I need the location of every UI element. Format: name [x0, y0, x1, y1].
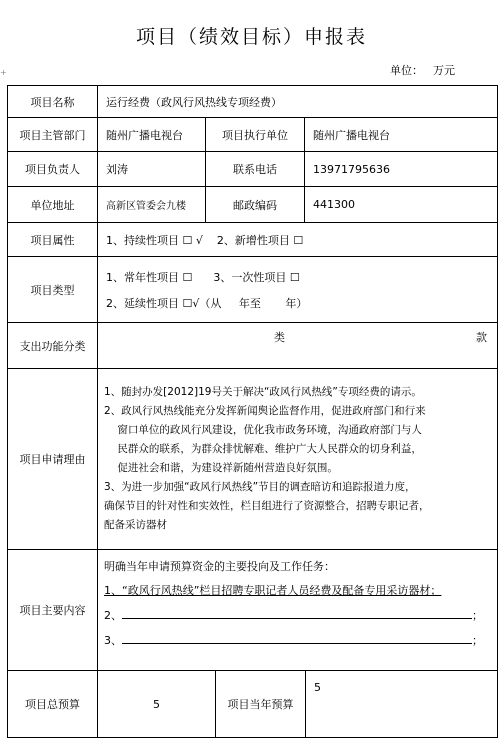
- exec-unit-value: 随州广播电视台: [304, 117, 498, 152]
- reason-line: 促进社会和谐，为建设祥新随州营造良好氛围。: [104, 462, 338, 474]
- reason-line: 民群众的联系，为群众排忧解难、维护广大人民群众的切身利益，: [104, 443, 422, 455]
- reason-line: 1、随封办发[2012]19号关于解决“政风行风热线”专项经费的请示。: [104, 386, 422, 398]
- type-line-2: 2、延续性项目 ☐√（从 年至 年）: [106, 296, 308, 310]
- reason-line: 3、为进一步加强“政风行风热线”节目的调查暗访和追踪报道力度，: [104, 481, 416, 493]
- content-value: [97, 549, 498, 671]
- reason-value: [97, 368, 498, 550]
- content-item-3: [104, 631, 483, 648]
- address-label: 单位地址: [7, 186, 98, 223]
- function-item: 款: [476, 331, 487, 344]
- content-item-3-blank: [122, 631, 472, 644]
- reason-line: 确保节目的针对性和实效性，栏目组进行了资源整合，招聘专职记者，: [104, 500, 430, 512]
- type-label: 项目类型: [7, 256, 98, 323]
- reason-line: 2、政风行风热线能充分发挥新闻舆论监督作用，促进政府部门和行来: [104, 405, 426, 417]
- content-item-2-blank: [122, 606, 472, 619]
- content-item-1: 1、“政风行风热线”栏目招聘专职记者人员经费及配备专用采访器材；: [104, 584, 442, 597]
- content-item-2-semicolon: ；: [472, 609, 483, 622]
- address-value: 高新区管委会九楼: [97, 186, 206, 223]
- zip-label: 邮政编码: [205, 186, 305, 223]
- attribute-value: 1、持续性项目 ☐ √ 2、新增性项目 ☐: [97, 222, 498, 257]
- year-budget-label: 项目当年预算: [215, 670, 306, 738]
- function-kind: 类: [274, 331, 285, 344]
- owner-value: 刘涛: [97, 151, 206, 187]
- unit-prefix: 单位：: [390, 64, 423, 77]
- attribute-label: 项目属性: [7, 222, 98, 257]
- content-item-3-prefix: 3、: [104, 634, 122, 647]
- function-value: [97, 322, 498, 369]
- project-name-label: 项目名称: [7, 85, 98, 118]
- year-budget-value: 5: [305, 670, 498, 738]
- reason-line: 窗口单位的政风行风建设，优化我市政务环境，沟通政府部门与人: [104, 424, 422, 436]
- content-item-3-semicolon: ；: [472, 634, 483, 647]
- content-intro: 明确当年申请预算资金的主要投向及工作任务：: [104, 560, 335, 573]
- unit-label: [380, 62, 455, 78]
- type-value: [97, 256, 498, 323]
- zip-value: 441300: [304, 186, 498, 223]
- margin-marker: +: [0, 68, 7, 77]
- total-budget-value: 5: [97, 670, 216, 738]
- content-label: 项目主要内容: [7, 549, 98, 671]
- function-label: 支出功能分类: [7, 322, 98, 369]
- dept-label: 项目主管部门: [7, 117, 98, 152]
- unit-value: 万元: [433, 64, 455, 77]
- reason-label: 项目申请理由: [7, 368, 98, 550]
- page-title: 项目（绩效目标）申报表: [135, 26, 367, 48]
- content-item-2-prefix: 2、: [104, 609, 122, 622]
- phone-value: 13971795636: [304, 151, 498, 187]
- content-item-2: [104, 606, 483, 623]
- exec-unit-label: 项目执行单位: [205, 117, 305, 152]
- owner-label: 项目负责人: [7, 151, 98, 187]
- total-budget-label: 项目总预算: [7, 670, 98, 738]
- phone-label: 联系电话: [205, 151, 305, 187]
- reason-line: 配备采访器材: [104, 519, 167, 531]
- dept-value: 随州广播电视台: [97, 117, 206, 152]
- type-line-1: 1、常年性项目 ☐ 3、一次性项目 ☐: [106, 270, 300, 284]
- project-name-value: 运行经费（政风行风热线专项经费）: [97, 85, 498, 118]
